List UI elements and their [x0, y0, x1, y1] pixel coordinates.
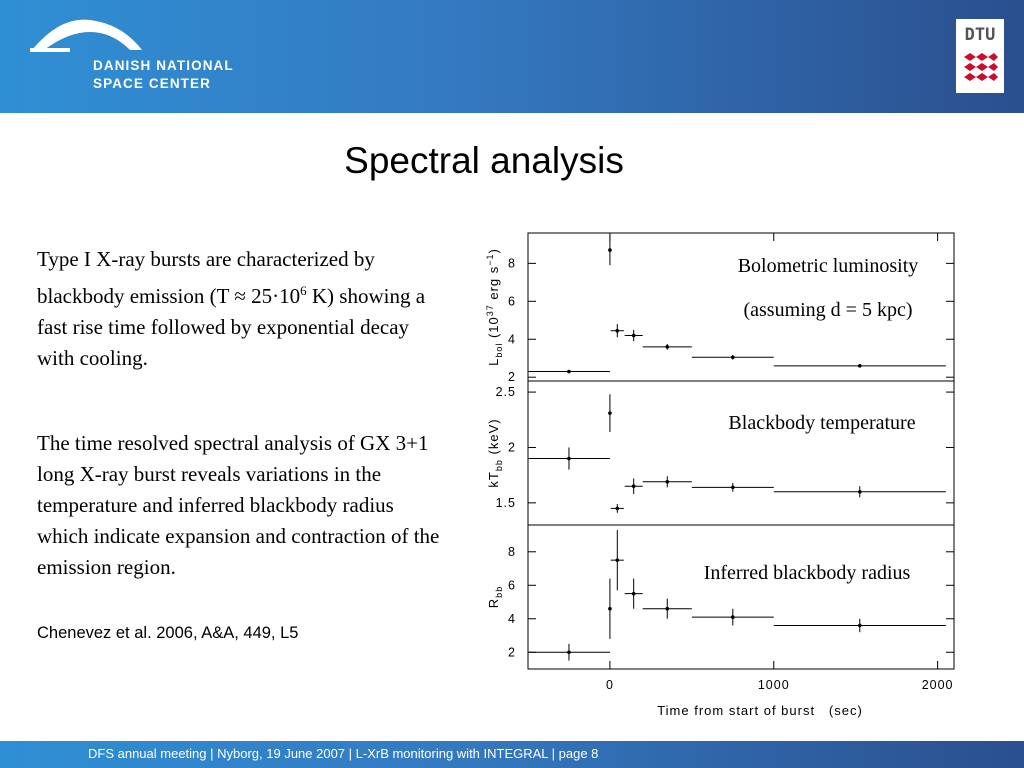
citation: Chenevez et al. 2006, A&A, 449, L5	[37, 624, 299, 642]
arc-logo-icon	[30, 14, 145, 54]
organization-name	[93, 57, 234, 93]
data-point	[665, 345, 669, 349]
annotation-blackbody-temperature: Blackbody temperature	[728, 412, 916, 434]
y-tick-label: 2	[508, 440, 516, 455]
panel-temperature	[486, 381, 954, 525]
panel-radius-frame	[528, 525, 954, 669]
data-points-radius	[528, 530, 946, 661]
y-tick-label: 8	[508, 256, 516, 271]
data-point	[615, 507, 619, 511]
x-axis-label: Time from start of burst (sec)	[657, 703, 863, 718]
y-tick-label: 4	[508, 332, 516, 347]
x-tick-label: 2000	[921, 678, 954, 692]
data-point	[608, 248, 612, 252]
annotation-bolometric-luminosity: Bolometric luminosity	[737, 255, 919, 277]
y-tick-label: 2	[508, 370, 516, 385]
dtu-logo	[956, 19, 1004, 93]
org-name-line2: SPACE CENTER	[93, 76, 211, 91]
data-point	[632, 592, 636, 596]
data-point	[567, 650, 571, 654]
org-name-line1: DANISH NATIONAL	[93, 58, 234, 73]
data-point	[615, 329, 619, 333]
y-tick-label: 1.5	[495, 495, 516, 510]
x-tick-label: 1000	[757, 678, 790, 692]
paragraph-blackbody-part1: Type I X-ray bursts are characterized by blackbody emission (T ≈ 25·10	[37, 247, 375, 308]
data-point	[858, 624, 862, 628]
data-point	[665, 607, 669, 611]
y-ticks-temperature	[496, 385, 954, 510]
data-point	[731, 615, 735, 619]
x-tick-label: 0	[605, 678, 614, 692]
y-axis-label-radius: $R_{bb}$	[486, 585, 504, 609]
y-tick-label: 4	[508, 611, 516, 626]
burst-spectral-chart	[470, 225, 970, 725]
data-point	[632, 484, 636, 488]
paragraph-blackbody-part2: K) showing a fast rise time followed by exponential decay with cooling.	[37, 284, 426, 370]
paragraph-analysis: The time resolved spectral analysis of GX 3+1 long X-ray burst reveals variations in the temperature and inferred blackbody radius which indicate expansion and contraction of the emission region.	[37, 431, 440, 579]
y-axis-label-luminosity: $L_{bol}$ ($10^{37}$ erg $s^{-1}$)	[485, 248, 504, 366]
dtu-logo-mark-icon	[956, 19, 1004, 93]
panel-luminosity	[485, 233, 954, 384]
data-point	[608, 411, 612, 415]
y-tick-label: 2	[508, 645, 516, 660]
data-point	[858, 364, 862, 368]
y-axis-label-temperature: $kT_{bb}$ (keV)	[486, 418, 504, 488]
data-point	[858, 490, 862, 494]
dtu-logo-text: DTU	[964, 25, 996, 45]
data-point	[731, 355, 735, 359]
data-point	[567, 370, 571, 374]
y-tick-label: 8	[508, 544, 516, 559]
header-bar	[0, 0, 1024, 113]
slide-title: Spectral analysis	[344, 140, 624, 181]
paragraph-blackbody	[37, 244, 447, 374]
data-point	[608, 607, 612, 611]
panel-radius	[486, 525, 954, 669]
exponent: 6	[300, 283, 307, 298]
footer-text: DFS annual meeting | Nyborg, 19 June 2007 | L-XrB monitoring with INTEGRAL | page 8	[88, 746, 599, 761]
y-tick-label: 6	[508, 578, 516, 593]
data-point	[567, 457, 571, 461]
data-point	[632, 334, 636, 338]
data-point	[731, 486, 735, 490]
annotation-assumed-distance: (assuming d = 5 kpc)	[743, 299, 913, 321]
footer-bar	[0, 741, 1024, 768]
data-point	[615, 558, 619, 562]
y-tick-label: 6	[508, 294, 516, 309]
data-point	[665, 480, 669, 484]
y-tick-label: 2.5	[495, 385, 516, 400]
annotation-blackbody-radius: Inferred blackbody radius	[703, 562, 911, 584]
panel-temperature-frame	[528, 381, 954, 525]
